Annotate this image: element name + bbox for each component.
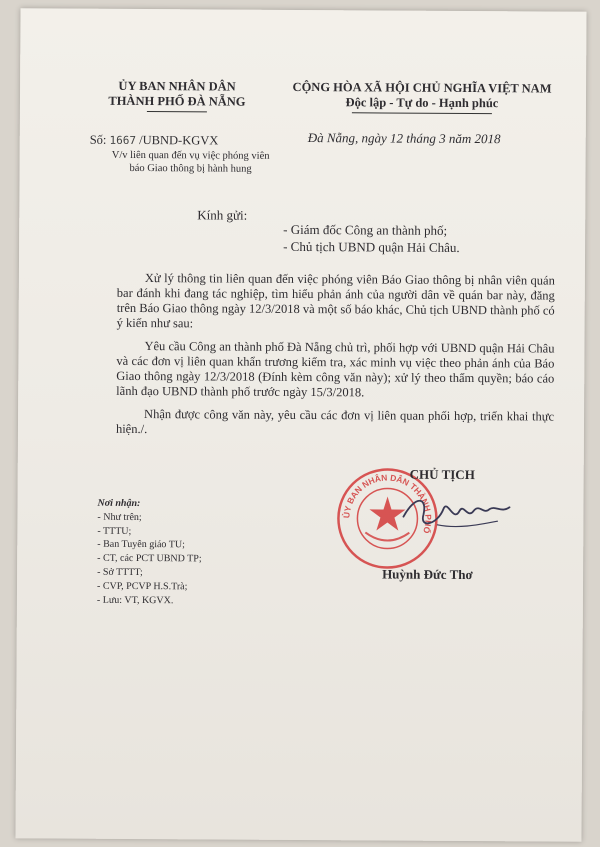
addressee-label: Kính gửi: <box>197 207 248 223</box>
body-paragraph-2: Yêu cầu Công an thành phố Đà Nẵng chủ trì, phối hợp với UBND quận Hải Châu và các đơn vị liên quan khẩn trương kiểm tra, xác minh vụ việc theo phản ánh của Báo Giao thông ngày 12/3/2018 (Đính kèm công văn này); xử lý theo thẩm quyền; báo cáo lãnh đạo UBND thành phố trước ngày 15/3/2018. <box>116 339 555 400</box>
motto-underline <box>352 112 492 114</box>
recipient-item: - Lưu: VT, KGVX. <box>96 594 174 606</box>
recipient-item: - Như trên; <box>97 511 142 523</box>
seal-text: ỦY BAN NHÂN DÂN THÀNH PHỐ <box>341 472 434 535</box>
recipients-title: Nơi nhận: <box>97 497 141 510</box>
nation-title: CỘNG HÒA XÃ HỘI CHỦ NGHĨA VIỆT NAM <box>292 79 552 96</box>
body-paragraph-3: Nhận được công văn này, yêu cầu các đơn vị liên quan phối hợp, triển khai thực hiện./. <box>115 407 555 437</box>
recipient-item: - TTTU; <box>97 525 132 537</box>
document-date: Đà Nẵng, ngày 12 tháng 3 năm 2018 <box>307 130 501 147</box>
org-underline <box>147 111 207 112</box>
addressee-item: - Giám đốc Công an thành phố; <box>283 221 448 238</box>
recipient-item: - CVP, PCVP H.S.Trà; <box>96 580 188 593</box>
document-number-value: 1667 <box>109 133 137 147</box>
signer-name: Huỳnh Đức Thơ <box>382 566 473 583</box>
org-line-2: THÀNH PHỐ ĐÀ NẴNG <box>108 93 246 109</box>
recipient-item: - Sở TTTT; <box>97 566 143 579</box>
document-subject: V/v liên quan đến vụ việc phóng viên báo Giao thông bị hành hung <box>111 149 270 175</box>
recipient-item: - CT, các PCT UBND TP; <box>97 552 202 565</box>
signer-title: CHỦ TỊCH <box>409 466 475 483</box>
document-number: Số: 1667 /UBND-KGVX <box>89 132 219 148</box>
document-body <box>116 271 555 448</box>
document-page <box>15 8 586 841</box>
org-line-1: ỦY BAN NHÂN DÂN <box>118 78 236 94</box>
national-header <box>282 80 562 115</box>
issuing-org-header <box>92 79 262 113</box>
nation-motto: Độc lập - Tự do - Hạnh phúc <box>345 95 499 111</box>
recipients-list <box>97 497 202 608</box>
handwritten-signature <box>397 485 517 536</box>
body-paragraph-1: Xử lý thông tin liên quan đến việc phóng viên Báo Giao thông bị nhân viên quán bar đánh khi đang tác nghiệp, tìm hiểu phản ánh của người dân về quán bar này, đăng trên Báo Giao thông ngày 12/3/2018 và một số báo khác, Chủ tịch UBND thành phố có ý kiến như sau: <box>116 271 555 331</box>
recipient-item: - Ban Tuyên giáo TU; <box>97 539 185 551</box>
addressee-item: - Chủ tịch UBND quận Hải Châu. <box>283 238 460 255</box>
addressee-list <box>283 221 460 256</box>
